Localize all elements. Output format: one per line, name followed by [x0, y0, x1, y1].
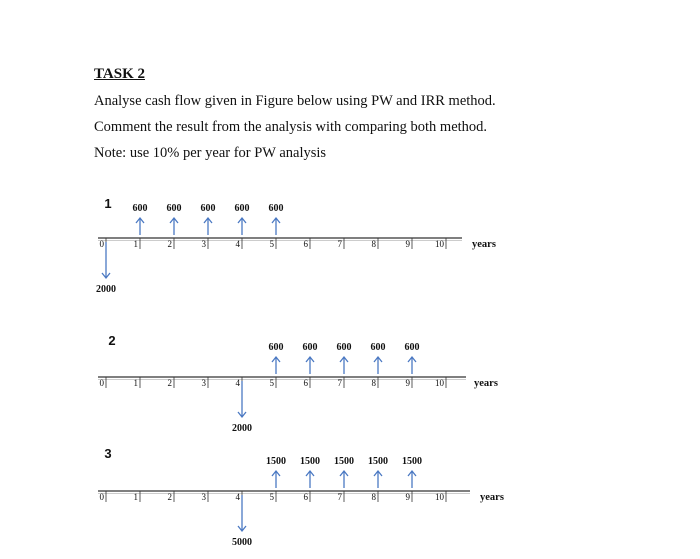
instruction-line-2: Comment the result from the analysis with comparing both method. — [94, 119, 488, 135]
diagram-3-inflow-amount: 1500 — [402, 456, 422, 467]
diagram-1-years-label: years — [472, 239, 496, 250]
diagram-3-period-label: 7 — [337, 492, 342, 502]
diagram-2-period-label: 9 — [405, 378, 410, 388]
diagram-3-number: 3 — [104, 446, 112, 461]
diagram-2-outflow-amount: 2000 — [232, 423, 252, 434]
diagram-3-inflow-amount: 1500 — [368, 456, 388, 467]
diagram-1-inflow-amount: 600 — [234, 203, 250, 214]
diagram-3-inflow-amount: 1500 — [334, 456, 354, 467]
diagram-2-period-label: 2 — [167, 378, 172, 388]
diagram-1-number: 1 — [104, 196, 112, 211]
diagram-2-number: 2 — [108, 333, 116, 348]
diagram-3-period-label: 2 — [167, 492, 172, 502]
diagram-3-period-label: 4 — [235, 492, 240, 502]
diagram-3-inflow-amount: 1500 — [266, 456, 286, 467]
diagram-1-outflow-amount: 2000 — [96, 284, 116, 295]
diagram-2-inflow-amount: 600 — [302, 342, 318, 353]
diagram-1-inflow-amount: 600 — [268, 203, 284, 214]
diagram-2-inflow-amount: 600 — [336, 342, 352, 353]
diagram-1-period-label: 4 — [235, 239, 240, 249]
diagram-2-inflow-amount: 600 — [268, 342, 284, 353]
diagram-3-period-label: 6 — [303, 492, 308, 502]
diagram-2-inflow-amount: 600 — [404, 342, 420, 353]
diagram-2-period-label: 7 — [337, 378, 342, 388]
diagram-3-period-label: 8 — [371, 492, 376, 502]
diagram-1-period-label: 6 — [303, 239, 308, 249]
instruction-line-3: Note: use 10% per year for PW analysis — [94, 145, 327, 161]
task-title: TASK 2 — [94, 66, 145, 82]
diagram-2-period-label: 3 — [201, 378, 206, 388]
diagram-1-period-label: 3 — [201, 239, 206, 249]
diagram-1-period-label: 9 — [405, 239, 410, 249]
diagram-1-inflow-amount: 600 — [166, 203, 182, 214]
diagram-1-period-label: 5 — [269, 239, 274, 249]
diagram-3-years-label: years — [480, 492, 504, 503]
diagram-2-period-label: 1 — [133, 378, 138, 388]
diagram-2-period-label: 5 — [269, 378, 274, 388]
diagram-1-period-label: 10 — [435, 239, 444, 249]
diagram-1-period-label: 1 — [133, 239, 138, 249]
diagram-2-period-label: 4 — [235, 378, 240, 388]
diagram-2-period-label: 8 — [371, 378, 376, 388]
diagram-1-inflow-amount: 600 — [200, 203, 216, 214]
diagram-3-period-label: 1 — [133, 492, 138, 502]
diagram-1-inflow-amount: 600 — [132, 203, 148, 214]
instruction-line-1: Analyse cash flow given in Figure below using PW and IRR method. — [94, 93, 496, 109]
diagram-3-outflow-amount: 5000 — [232, 537, 252, 548]
diagram-3-inflow-amount: 1500 — [300, 456, 320, 467]
diagram-1-period-label: 0 — [99, 239, 104, 249]
diagram-1-period-label: 2 — [167, 239, 172, 249]
diagram-2-inflow-amount: 600 — [370, 342, 386, 353]
diagram-2-period-label: 0 — [99, 378, 104, 388]
diagram-3-period-label: 3 — [201, 492, 206, 502]
diagram-2-period-label: 6 — [303, 378, 308, 388]
diagram-3-period-label: 0 — [99, 492, 104, 502]
diagram-1-period-label: 7 — [337, 239, 342, 249]
diagram-3-period-label: 5 — [269, 492, 274, 502]
diagram-3-period-label: 10 — [435, 492, 444, 502]
diagram-3-period-label: 9 — [405, 492, 410, 502]
diagram-2-period-label: 10 — [435, 378, 444, 388]
diagram-1-period-label: 8 — [371, 239, 376, 249]
diagram-2-years-label: years — [474, 378, 498, 389]
